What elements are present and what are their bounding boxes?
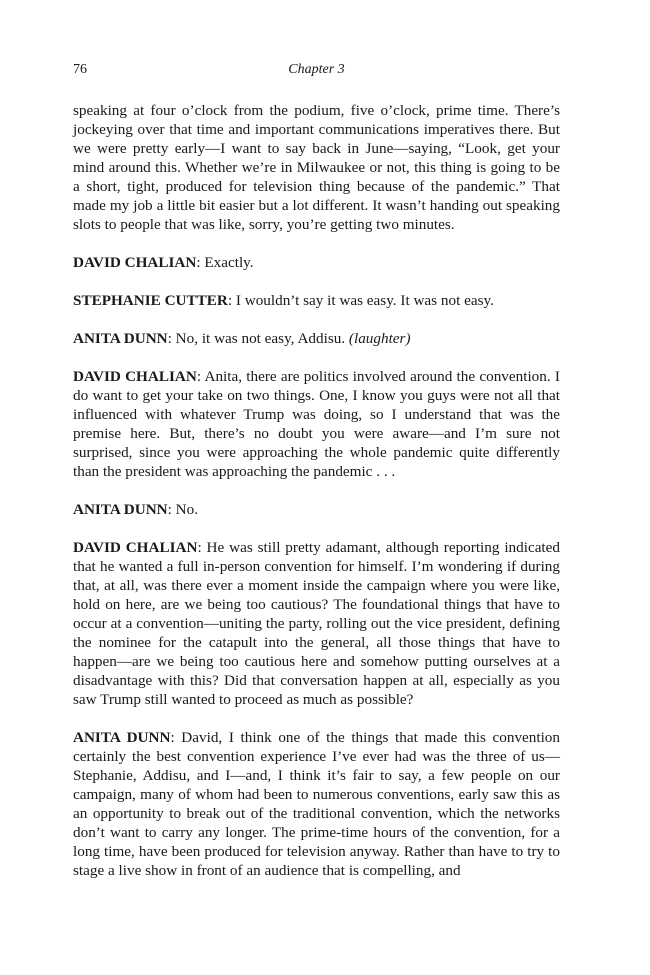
speaker-name: ANITA DUNN bbox=[73, 330, 168, 347]
paragraph bbox=[73, 367, 560, 481]
paragraph bbox=[73, 728, 560, 880]
speaker-name: DAVID CHALIAN bbox=[73, 368, 197, 385]
paragraph-text: : Anita, there are politics involved around the convention. I do want to get your take on two things. One, I know you guys were not all that influenced with whatever Trump was doing, so I understand that was the premise here. But, there’s no doubt you were aware—and I’m sure not surprised, since you were approaching the whole pandemic quite differently than the president was approaching the pandemic . . . bbox=[73, 368, 560, 480]
speaker-name: STEPHANIE CUTTER bbox=[73, 292, 228, 309]
paragraph bbox=[73, 500, 560, 519]
speaker-name: ANITA DUNN bbox=[73, 501, 168, 518]
paragraph-text: : No. bbox=[167, 501, 199, 518]
paragraph bbox=[73, 101, 560, 234]
paragraph bbox=[73, 291, 560, 310]
running-header bbox=[73, 62, 560, 82]
paragraph-text: speaking at four o’clock from the podium, five o’clock, prime time. There’s jockeying over that time and important communications imperatives there. But we were pretty early—I want to say back in June—saying, “Look, get your mind around this. Whether we’re in Milwaukee or not, this thing is going to be a short, tight, produced for television thing because of the pandemic.” That made my job a little bit easier but a lot different. It wasn’t handing out speaking slots to people that was like, sorry, you’re getting two minutes. bbox=[73, 102, 560, 233]
paragraph-text: : He was still pretty adamant, although reporting indicated that he wanted a full in-person convention for himself. I’m wondering if during that, at all, was there ever a moment inside the campaign where you were like, hold on here, are we being too cautious? The foundational things that have to occur at a convention—uniting the party, rolling out the vice president, defining the nominee for the catapult into the general, all those things that have to happen—are we being too cautious here and somehow putting ourselves at a disadvantage with this? Did that conversation happen at all, especially as you saw Trump still wanted to proceed as much as possible? bbox=[73, 539, 560, 708]
paragraph-text: : No, it was not easy, Addisu. bbox=[167, 330, 349, 347]
stage-direction: (laughter) bbox=[348, 330, 411, 347]
page-number: 76 bbox=[73, 62, 87, 77]
chapter-title: Chapter 3 bbox=[288, 62, 345, 77]
paragraph-text: : David, I think one of the things that made this convention certainly the best convention experience I’ve ever had was the three of us—Stephanie, Addisu, and I—and, I think it’s fair to say, a few people on our campaign, many of whom had been to numerous conventions, early saw this as an opportunity to break out of the traditional convention, which the networks don’t want to carry any longer. The prime-time hours of the convention, for a long time, have been produced for television anyway. Rather than have to try to stage a live show in front of an audience that is compelling, and bbox=[73, 729, 560, 879]
speaker-name: DAVID CHALIAN bbox=[73, 539, 198, 556]
paragraph-text: : Exactly. bbox=[196, 254, 254, 271]
paragraph bbox=[73, 538, 560, 709]
speaker-name: DAVID CHALIAN bbox=[73, 254, 197, 271]
paragraph-text: : I wouldn’t say it was easy. It was not easy. bbox=[227, 292, 494, 309]
paragraph bbox=[73, 329, 560, 348]
speaker-name: ANITA DUNN bbox=[73, 729, 171, 746]
page-body bbox=[73, 101, 560, 899]
paragraph bbox=[73, 253, 560, 272]
